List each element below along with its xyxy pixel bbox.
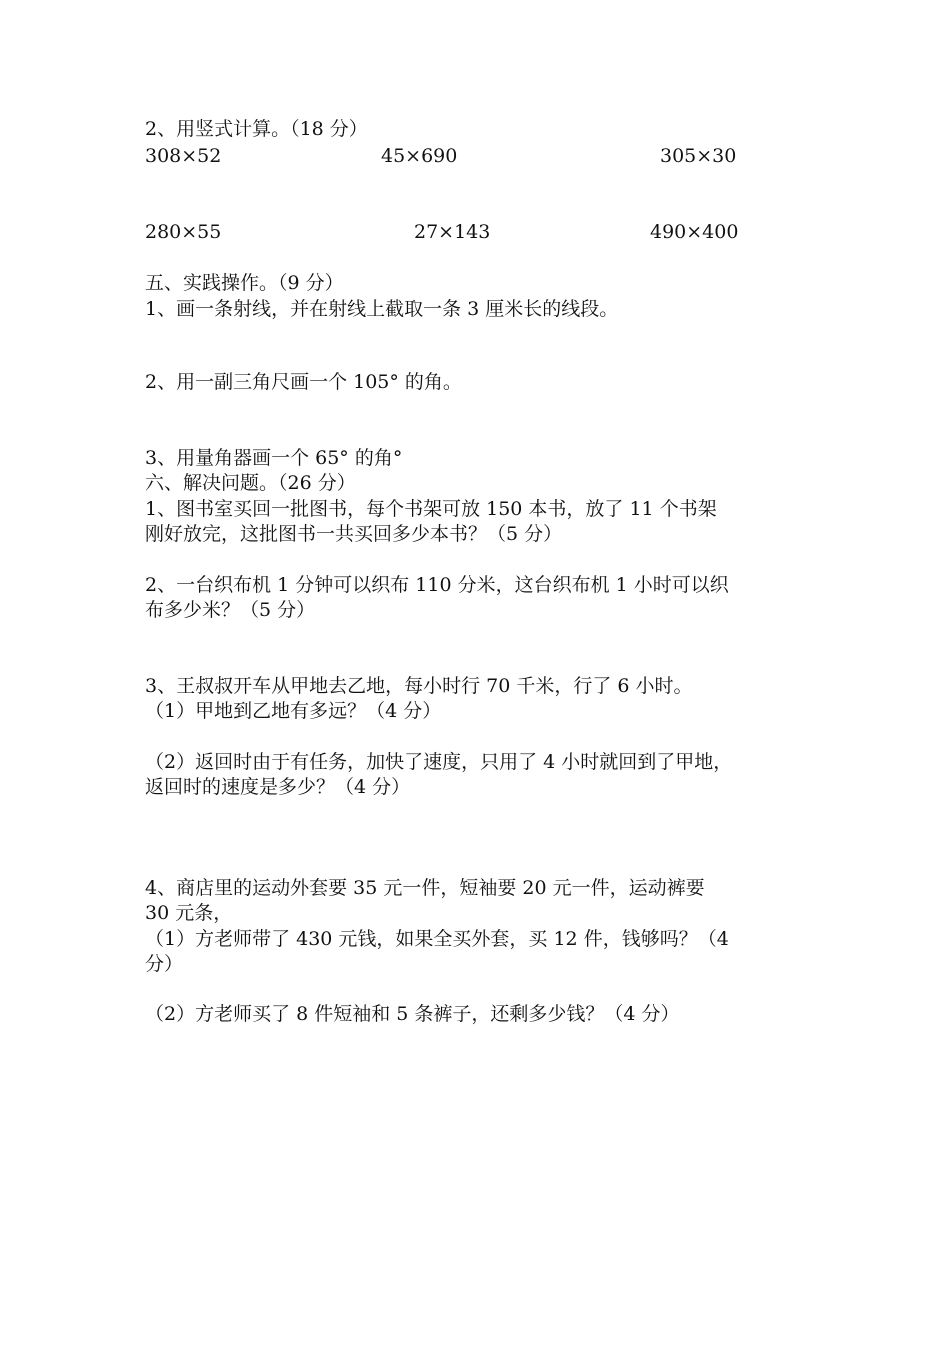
problem-4-sub-1-line-1: （1）方老师带了 430 元钱，如果全买外套，买 12 件，钱够吗？（4 xyxy=(145,928,729,950)
problem-3-sub-1: （1）甲地到乙地有多远？（4 分） xyxy=(145,700,442,722)
problem-3-line-1: 3、王叔叔开车从甲地去乙地，每小时行 70 千米，行了 6 小时。 xyxy=(145,675,693,697)
practice-question-2: 2、用一副三角尺画一个 105° 的角。 xyxy=(145,371,462,393)
calc-expression: 305×30 xyxy=(660,145,737,167)
problem-4-sub-1-line-2: 分） xyxy=(145,953,184,975)
problem-3-sub-2-line-1: （2）返回时由于有任务，加快了速度，只用了 4 小时就回到了甲地， xyxy=(145,751,733,773)
calc-expression: 308×52 xyxy=(145,145,222,167)
problem-3-sub-2-line-2: 返回时的速度是多少？（4 分） xyxy=(145,776,411,798)
vertical-calc-heading: 2、用竖式计算。（18 分） xyxy=(145,118,368,140)
problem-4-line-2: 30 元条， xyxy=(145,902,233,924)
calc-expression: 280×55 xyxy=(145,221,222,243)
problem-2-line-1: 2、一台织布机 1 分钟可以织布 110 分米，这台织布机 1 小时可以织 xyxy=(145,574,729,596)
problem-2-line-2: 布多少米？（5 分） xyxy=(145,599,316,621)
practice-question-3: 3、用量角器画一个 65° 的角° xyxy=(145,447,403,469)
practice-heading: 五、实践操作。（9 分） xyxy=(145,272,344,294)
calc-expression: 27×143 xyxy=(414,221,491,243)
problem-1-line-2: 刚好放完，这批图书一共买回多少本书？（5 分） xyxy=(145,523,563,545)
problem-4-sub-2: （2）方老师买了 8 件短袖和 5 条裤子，还剩多少钱？（4 分） xyxy=(145,1003,680,1025)
calc-expression: 490×400 xyxy=(650,221,739,243)
calc-expression: 45×690 xyxy=(381,145,458,167)
problem-4-line-1: 4、商店里的运动外套要 35 元一件，短袖要 20 元一件，运动裤要 xyxy=(145,877,705,899)
problem-1-line-1: 1、图书室买回一批图书，每个书架可放 150 本书，放了 11 个书架 xyxy=(145,498,717,520)
practice-question-1: 1、画一条射线，并在射线上截取一条 3 厘米长的线段。 xyxy=(145,298,619,320)
problems-heading: 六、解决问题。（26 分） xyxy=(145,472,356,494)
